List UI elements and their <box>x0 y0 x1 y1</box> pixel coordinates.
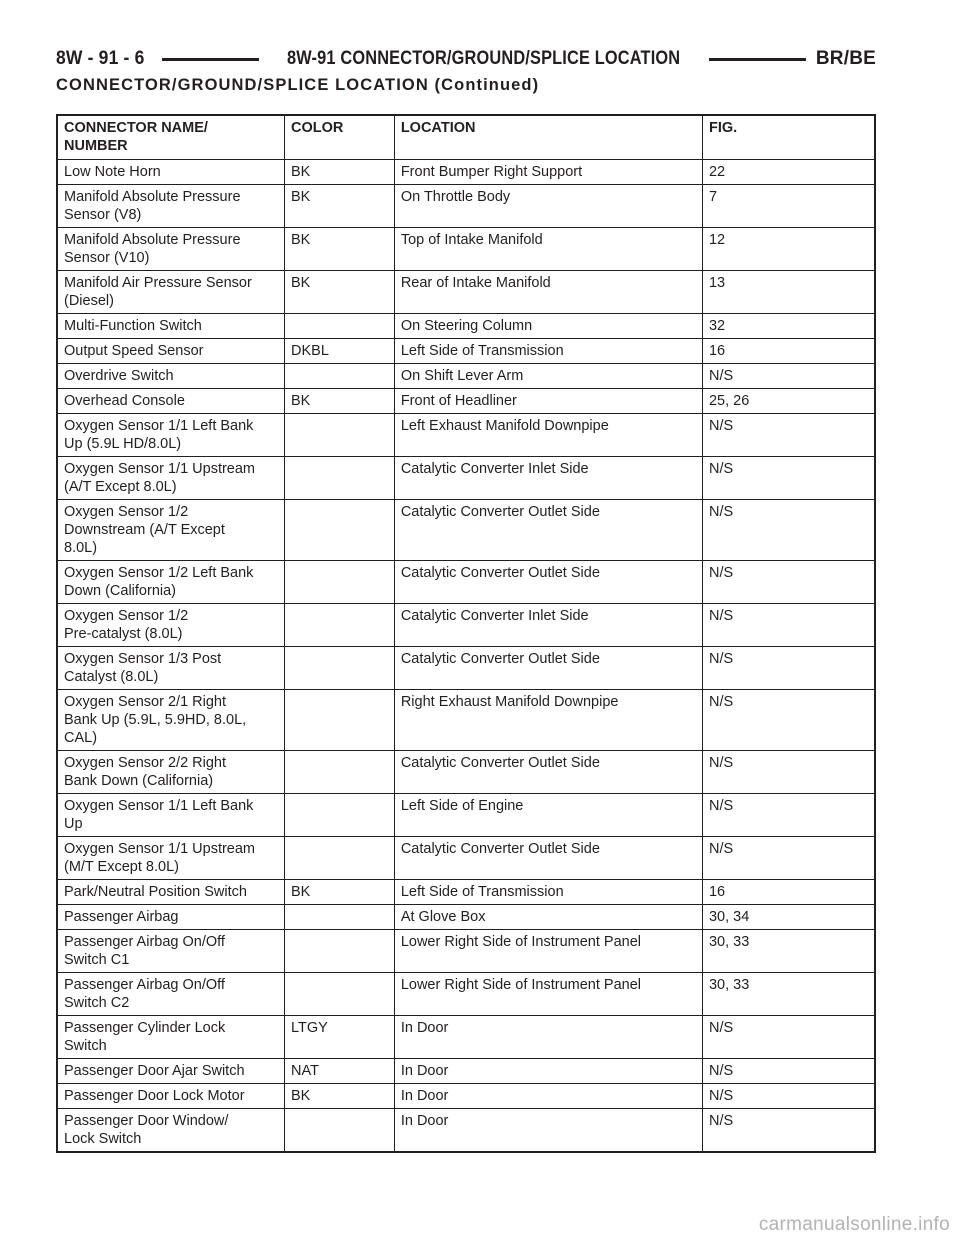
table-row <box>57 794 875 837</box>
cell-color <box>285 837 395 880</box>
cell-color: NAT <box>285 1059 395 1084</box>
cell-location: Left Side of Transmission <box>394 880 702 905</box>
cell-connector-name: Manifold Air Pressure Sensor (Diesel) <box>57 271 285 314</box>
page-header <box>56 44 876 74</box>
cell-color: BK <box>285 228 395 271</box>
cell-connector-name: Output Speed Sensor <box>57 339 285 364</box>
cell-color <box>285 314 395 339</box>
cell-fig: N/S <box>702 1059 875 1084</box>
cell-fig: 30, 33 <box>702 973 875 1016</box>
cell-fig: 7 <box>702 185 875 228</box>
cell-location: In Door <box>394 1016 702 1059</box>
cell-connector-name: Passenger Cylinder Lock Switch <box>57 1016 285 1059</box>
connector-location-table <box>56 114 876 1153</box>
cell-color <box>285 794 395 837</box>
cell-color <box>285 604 395 647</box>
cell-connector-name: Oxygen Sensor 1/2 Pre-catalyst (8.0L) <box>57 604 285 647</box>
cell-location: In Door <box>394 1084 702 1109</box>
cell-fig: 13 <box>702 271 875 314</box>
cell-fig: N/S <box>702 457 875 500</box>
cell-color <box>285 973 395 1016</box>
table-row <box>57 271 875 314</box>
cell-connector-name: Oxygen Sensor 1/3 Post Catalyst (8.0L) <box>57 647 285 690</box>
table-row <box>57 1016 875 1059</box>
cell-fig: N/S <box>702 500 875 561</box>
cell-fig: N/S <box>702 1084 875 1109</box>
cell-location: Lower Right Side of Instrument Panel <box>394 973 702 1016</box>
cell-fig: N/S <box>702 647 875 690</box>
table-row <box>57 647 875 690</box>
table-row <box>57 414 875 457</box>
cell-color <box>285 930 395 973</box>
table-row <box>57 604 875 647</box>
table-row <box>57 457 875 500</box>
cell-connector-name: Multi-Function Switch <box>57 314 285 339</box>
cell-location: Catalytic Converter Inlet Side <box>394 457 702 500</box>
cell-location: At Glove Box <box>394 905 702 930</box>
cell-connector-name: Park/Neutral Position Switch <box>57 880 285 905</box>
cell-location: Front Bumper Right Support <box>394 160 702 185</box>
cell-location: Front of Headliner <box>394 389 702 414</box>
cell-connector-name: Oxygen Sensor 1/2 Left Bank Down (California) <box>57 561 285 604</box>
header-rule-right <box>709 58 806 61</box>
table-row <box>57 1084 875 1109</box>
cell-location: Catalytic Converter Outlet Side <box>394 751 702 794</box>
cell-location: Lower Right Side of Instrument Panel <box>394 930 702 973</box>
table-row <box>57 314 875 339</box>
cell-location: On Throttle Body <box>394 185 702 228</box>
cell-fig: N/S <box>702 1109 875 1153</box>
cell-location: Left Side of Transmission <box>394 339 702 364</box>
cell-location: On Shift Lever Arm <box>394 364 702 389</box>
cell-location: Catalytic Converter Outlet Side <box>394 561 702 604</box>
cell-location: Catalytic Converter Outlet Side <box>394 647 702 690</box>
cell-fig: N/S <box>702 794 875 837</box>
page-subtitle: CONNECTOR/GROUND/SPLICE LOCATION (Continued) <box>56 76 540 94</box>
table-row <box>57 837 875 880</box>
table-row <box>57 1059 875 1084</box>
cell-color: DKBL <box>285 339 395 364</box>
cell-connector-name: Passenger Door Window/ Lock Switch <box>57 1109 285 1153</box>
cell-fig: 12 <box>702 228 875 271</box>
cell-color <box>285 751 395 794</box>
table-row <box>57 389 875 414</box>
cell-color: BK <box>285 271 395 314</box>
cell-location: In Door <box>394 1059 702 1084</box>
cell-fig: 32 <box>702 314 875 339</box>
cell-location: Left Side of Engine <box>394 794 702 837</box>
cell-color <box>285 561 395 604</box>
cell-connector-name: Passenger Door Lock Motor <box>57 1084 285 1109</box>
cell-color: LTGY <box>285 1016 395 1059</box>
table-row <box>57 1109 875 1153</box>
cell-connector-name: Oxygen Sensor 1/1 Upstream (A/T Except 8.0L) <box>57 457 285 500</box>
table-row <box>57 880 875 905</box>
table-row <box>57 185 875 228</box>
table-row <box>57 364 875 389</box>
cell-color <box>285 1109 395 1153</box>
cell-fig: 16 <box>702 339 875 364</box>
cell-connector-name: Manifold Absolute Pressure Sensor (V10) <box>57 228 285 271</box>
cell-fig: 16 <box>702 880 875 905</box>
watermark: carmanualsonline.info <box>758 1214 950 1235</box>
cell-connector-name: Low Note Horn <box>57 160 285 185</box>
table-header-row <box>57 115 875 160</box>
cell-fig: N/S <box>702 364 875 389</box>
cell-connector-name: Oxygen Sensor 2/2 Right Bank Down (California) <box>57 751 285 794</box>
cell-fig: N/S <box>702 1016 875 1059</box>
cell-color <box>285 690 395 751</box>
cell-fig: 25, 26 <box>702 389 875 414</box>
cell-color <box>285 905 395 930</box>
cell-fig: 30, 34 <box>702 905 875 930</box>
cell-location: On Steering Column <box>394 314 702 339</box>
cell-color: BK <box>285 389 395 414</box>
cell-fig: N/S <box>702 414 875 457</box>
cell-connector-name: Oxygen Sensor 1/1 Left Bank Up (5.9L HD/8.0L) <box>57 414 285 457</box>
cell-location: In Door <box>394 1109 702 1153</box>
cell-connector-name: Oxygen Sensor 1/1 Left Bank Up <box>57 794 285 837</box>
column-header-fig: FIG. <box>702 115 875 160</box>
cell-connector-name: Overhead Console <box>57 389 285 414</box>
column-header-color: COLOR <box>285 115 395 160</box>
cell-location: Catalytic Converter Outlet Side <box>394 500 702 561</box>
cell-fig: N/S <box>702 837 875 880</box>
cell-location: Catalytic Converter Outlet Side <box>394 837 702 880</box>
cell-color: BK <box>285 880 395 905</box>
cell-connector-name: Passenger Airbag On/Off Switch C2 <box>57 973 285 1016</box>
cell-color: BK <box>285 1084 395 1109</box>
table-row <box>57 561 875 604</box>
cell-color: BK <box>285 160 395 185</box>
cell-color <box>285 500 395 561</box>
cell-fig: 30, 33 <box>702 930 875 973</box>
section-title: 8W-91 CONNECTOR/GROUND/SPLICE LOCATION <box>287 48 681 69</box>
table-row <box>57 500 875 561</box>
table-body <box>57 160 875 1153</box>
cell-fig: N/S <box>702 751 875 794</box>
table-row <box>57 973 875 1016</box>
cell-color <box>285 364 395 389</box>
table-row <box>57 228 875 271</box>
cell-connector-name: Overdrive Switch <box>57 364 285 389</box>
table-row <box>57 690 875 751</box>
cell-location: Left Exhaust Manifold Downpipe <box>394 414 702 457</box>
cell-color <box>285 647 395 690</box>
header-rule-left <box>162 58 259 61</box>
table-row <box>57 930 875 973</box>
model-code: BR/BE <box>815 48 876 69</box>
cell-fig: N/S <box>702 604 875 647</box>
table-header <box>57 115 875 160</box>
table-row <box>57 905 875 930</box>
table-row <box>57 160 875 185</box>
cell-connector-name: Passenger Airbag <box>57 905 285 930</box>
cell-fig: N/S <box>702 690 875 751</box>
cell-color: BK <box>285 185 395 228</box>
cell-connector-name: Oxygen Sensor 1/2 Downstream (A/T Except 8.0L) <box>57 500 285 561</box>
cell-connector-name: Oxygen Sensor 1/1 Upstream (M/T Except 8.0L) <box>57 837 285 880</box>
column-header-connector-name: CONNECTOR NAME/ NUMBER <box>57 115 285 160</box>
cell-connector-name: Passenger Airbag On/Off Switch C1 <box>57 930 285 973</box>
cell-connector-name: Passenger Door Ajar Switch <box>57 1059 285 1084</box>
cell-fig: 22 <box>702 160 875 185</box>
cell-connector-name: Manifold Absolute Pressure Sensor (V8) <box>57 185 285 228</box>
cell-color <box>285 414 395 457</box>
table-row <box>57 751 875 794</box>
cell-location: Right Exhaust Manifold Downpipe <box>394 690 702 751</box>
cell-location: Rear of Intake Manifold <box>394 271 702 314</box>
page-number: 8W - 91 - 6 <box>56 48 145 69</box>
cell-connector-name: Oxygen Sensor 2/1 Right Bank Up (5.9L, 5.9HD, 8.0L, CAL) <box>57 690 285 751</box>
cell-color <box>285 457 395 500</box>
column-header-location: LOCATION <box>394 115 702 160</box>
cell-location: Top of Intake Manifold <box>394 228 702 271</box>
table-row <box>57 339 875 364</box>
cell-location: Catalytic Converter Inlet Side <box>394 604 702 647</box>
cell-fig: N/S <box>702 561 875 604</box>
